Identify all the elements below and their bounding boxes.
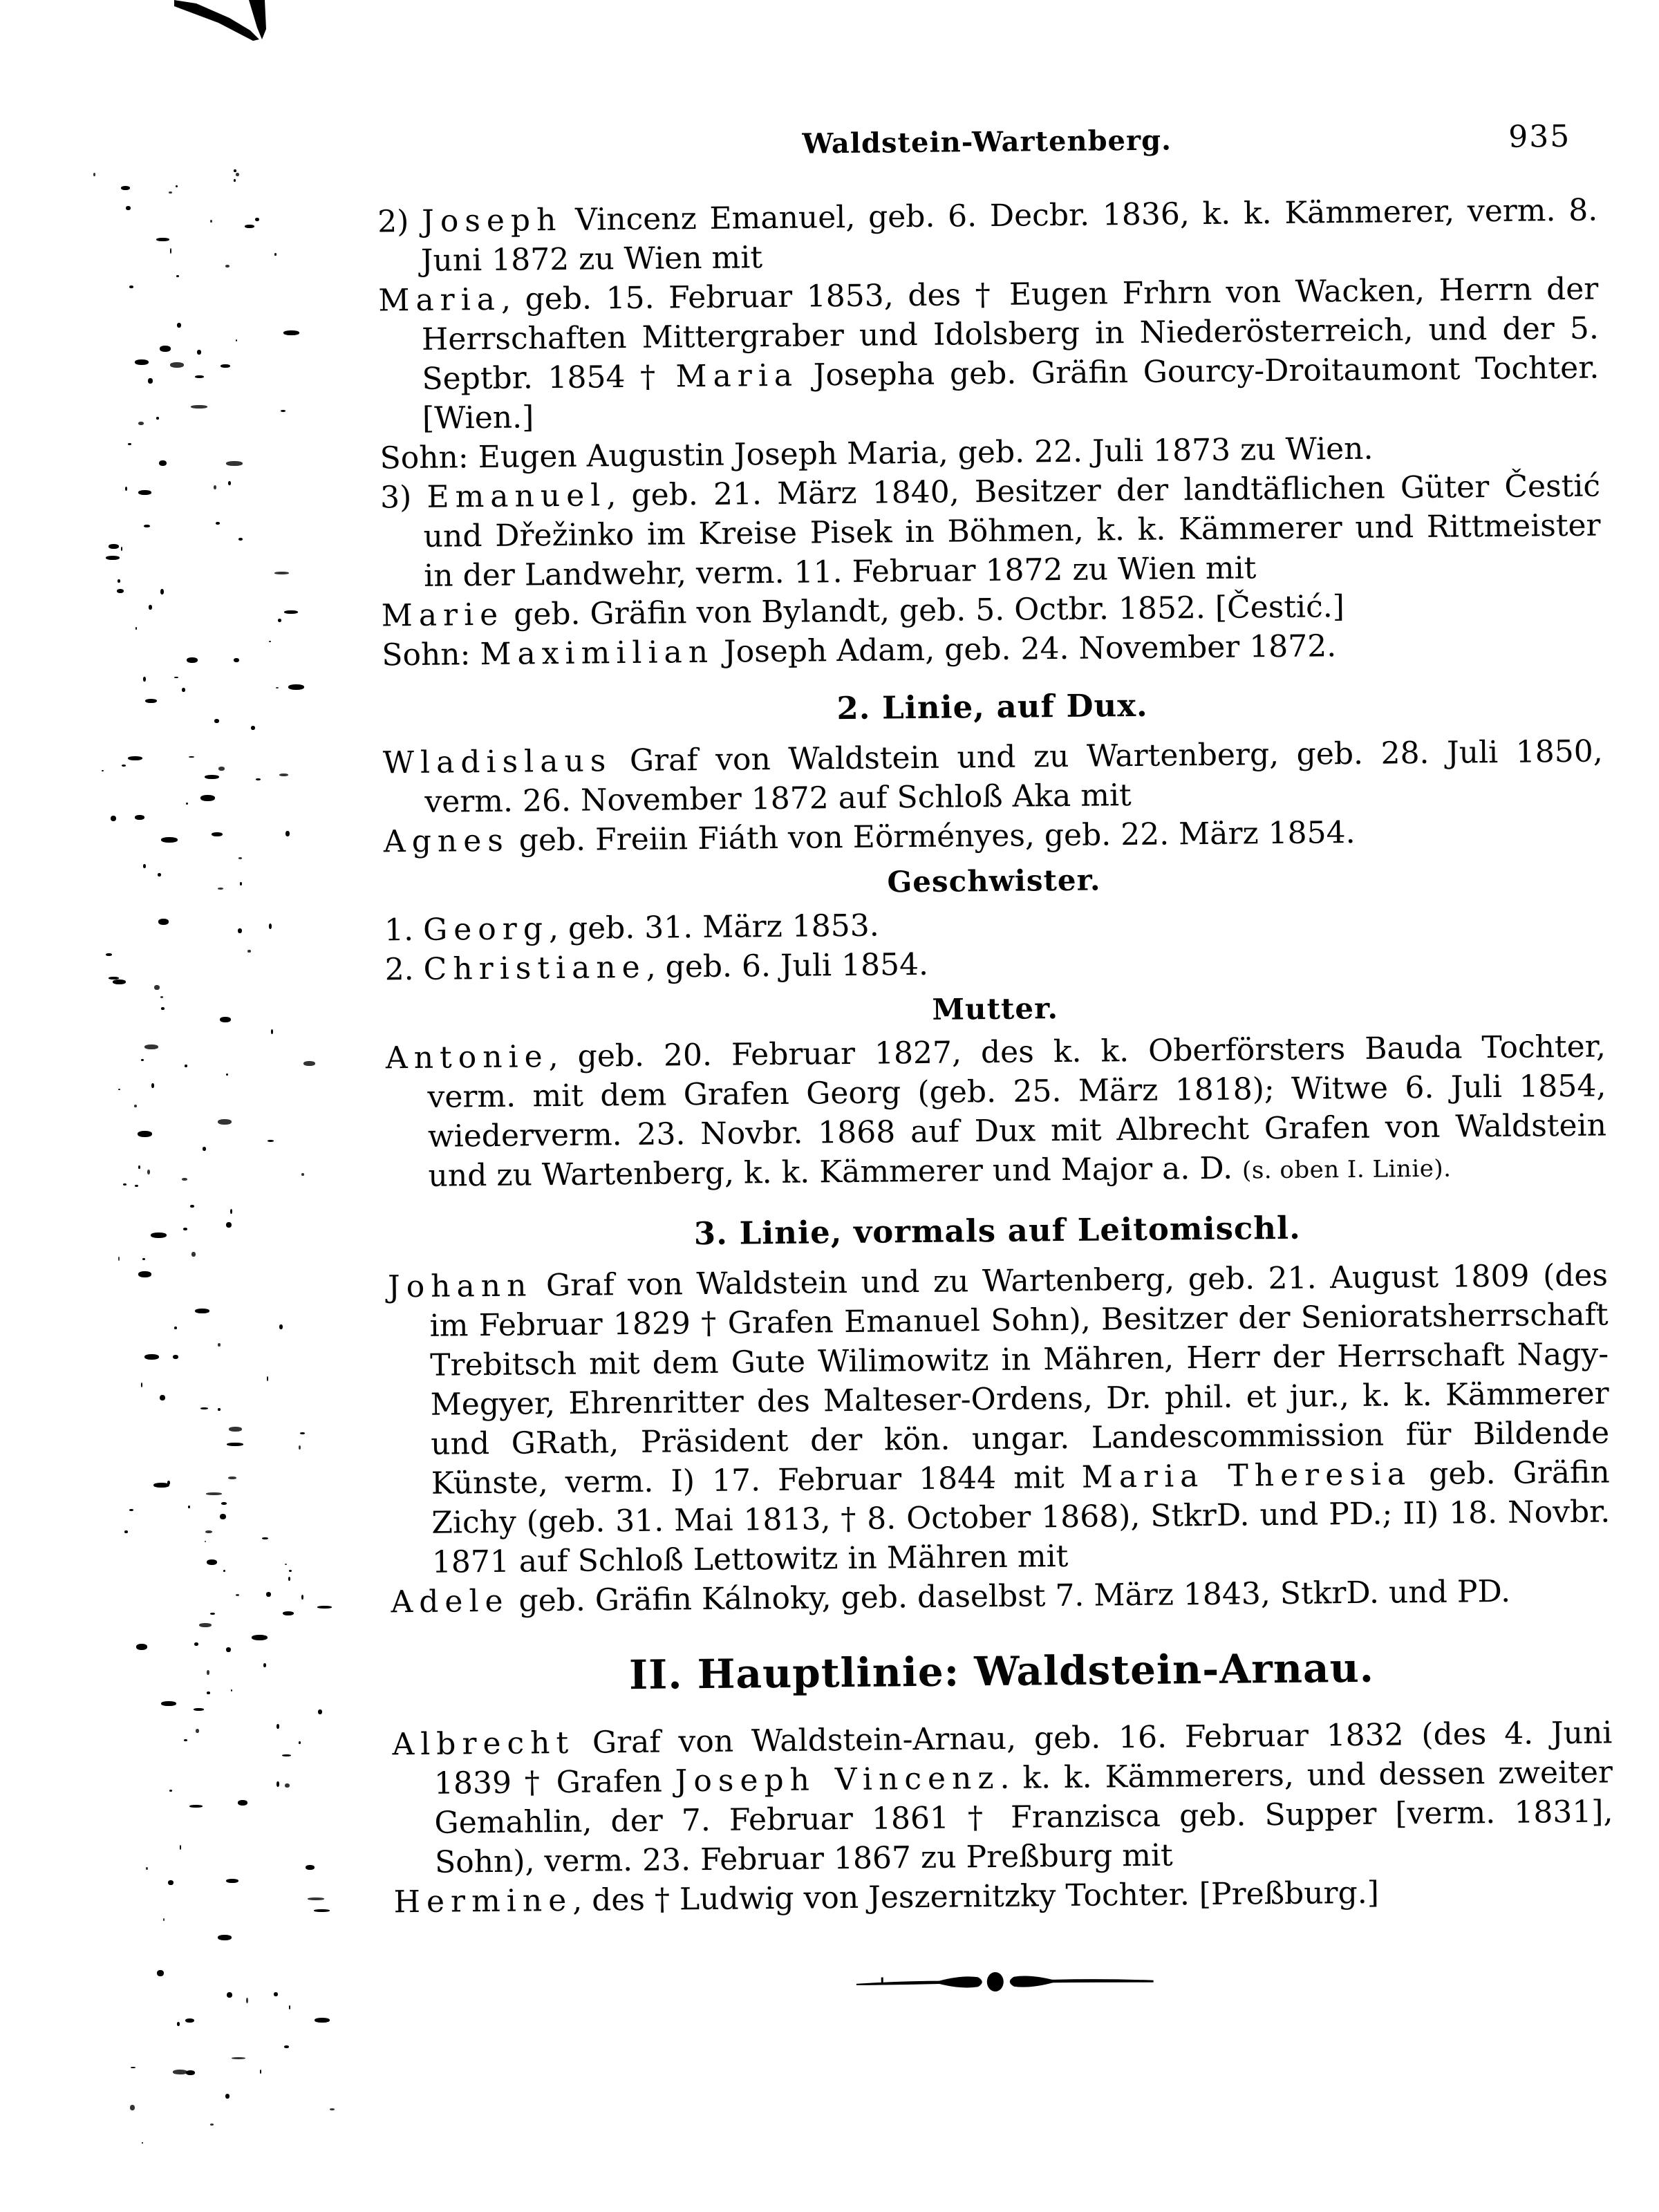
noise-speck <box>283 1611 294 1615</box>
noise-speck <box>238 538 243 541</box>
entry-paragraph <box>380 467 1602 597</box>
person-name: Wladislaus <box>382 743 612 781</box>
noise-speck <box>246 1998 248 2003</box>
noise-speck <box>176 275 179 277</box>
noise-speck <box>207 1691 210 1694</box>
running-title: Waldstein-Wartenberg. <box>802 124 1172 160</box>
noise-speck <box>111 816 116 821</box>
noise-speck <box>136 1644 147 1650</box>
noise-speck <box>93 173 95 176</box>
noise-speck <box>176 185 178 187</box>
entry-text: Graf von Waldstein und zu Wartenberg, geb. 21. August 1809 (des im Februar 1829 † Grafen Emanuel Sohn), Besitzer der Senioratsherrschaft Trebitsch mit dem Gute Wilimowitz in Mähren, Herr der Herrschaft Nagy-Megyer, Ehrenritter des Malteser-Ordens, Dr. phil. et jur., k. k. Kämmerer und GRath, Präsident der kön. ungar. Landescommission für Bildende Künste, verm. I) 17. Februar 1844 mit <box>429 1257 1610 1501</box>
noise-speck <box>330 2108 335 2110</box>
person-name: Hermine <box>393 1882 573 1920</box>
noise-speck <box>200 795 215 801</box>
noise-speck <box>228 481 231 485</box>
noise-speck <box>306 1865 315 1870</box>
entry-text: , des † Ludwig von Jeszernitzky Tochter. [Preßburg.] <box>572 1875 1380 1918</box>
noise-speck <box>262 1537 268 1539</box>
noise-speck <box>225 2094 229 2099</box>
noise-speck <box>146 1867 148 1870</box>
noise-speck <box>218 888 223 890</box>
noise-speck <box>221 364 230 368</box>
noise-speck <box>185 2018 194 2023</box>
noise-speck <box>267 1376 268 1381</box>
noise-speck <box>207 1670 209 1675</box>
noise-speck <box>285 1783 290 1788</box>
noise-speck <box>169 1790 172 1792</box>
noise-speck <box>230 1209 232 1214</box>
noise-speck <box>157 1970 164 1976</box>
noise-speck <box>200 1407 208 1409</box>
noise-speck <box>318 1709 322 1714</box>
person-name: Johann <box>387 1268 533 1305</box>
noise-speck <box>281 410 285 412</box>
noise-speck <box>158 919 169 925</box>
noise-speck <box>174 677 178 678</box>
noise-speck <box>154 985 160 990</box>
entry-text: Joseph Adam, geb. 24. November 1872. <box>713 628 1337 670</box>
noise-speck <box>317 1606 332 1609</box>
entry-paragraph <box>378 270 1600 439</box>
entry-text: Sohn: <box>382 637 480 673</box>
noise-speck <box>138 490 151 495</box>
noise-speck <box>126 206 131 210</box>
noise-speck <box>158 873 161 877</box>
divider-wrap <box>395 1964 1615 2002</box>
noise-speck <box>276 1724 279 1729</box>
page-number: 935 <box>1508 118 1571 155</box>
noise-speck <box>210 2124 214 2126</box>
entry-text: , geb. 31. März 1853. <box>548 908 879 947</box>
noise-speck <box>160 996 163 998</box>
noise-speck <box>196 1729 199 1733</box>
noise-speck <box>131 2067 135 2068</box>
person-name: Christiane <box>423 949 646 987</box>
noise-speck <box>236 339 237 341</box>
person-name: Antonie <box>385 1039 549 1076</box>
noise-speck <box>161 1701 176 1706</box>
noise-speck <box>301 1173 304 1176</box>
noise-speck <box>102 770 104 771</box>
noise-speck <box>299 1445 301 1450</box>
noise-speck <box>205 1530 212 1533</box>
noise-speck <box>276 687 279 688</box>
noise-speck <box>288 684 304 690</box>
person-name: Adele <box>391 1583 509 1620</box>
entry-text: 2) <box>377 203 422 240</box>
noise-speck <box>274 253 276 256</box>
noise-speck <box>282 1754 291 1756</box>
noise-speck <box>138 1271 151 1277</box>
noise-speck <box>238 928 242 933</box>
noise-speck <box>168 1880 174 1885</box>
noise-speck <box>288 1577 290 1581</box>
noise-speck <box>226 1074 228 1076</box>
person-name: Marie <box>381 597 505 634</box>
noise-speck <box>148 378 153 384</box>
entry-text: geb. Freiin Fiáth von Eörményes, geb. 22. März 1854. <box>509 814 1356 859</box>
noise-speck <box>187 657 198 663</box>
noise-speck <box>118 1257 120 1261</box>
noise-speck <box>195 375 204 378</box>
noise-speck <box>144 1354 159 1360</box>
sub-heading: Geschwister. <box>887 863 1101 899</box>
entry-paragraph <box>386 1027 1607 1199</box>
page-corner-artifact <box>0 0 276 48</box>
noise-speck <box>174 1327 177 1329</box>
noise-speck <box>206 1492 222 1495</box>
entry-text: 3) <box>379 479 427 516</box>
noise-speck <box>214 485 216 489</box>
person-name: Joseph Vincenz <box>675 1760 1000 1799</box>
noise-speck <box>274 1992 278 1996</box>
noise-speck <box>199 1623 212 1627</box>
entry-text: Graf von Waldstein und zu Wartenberg, geb. 28. Juli 1850, verm. 26. November 1872 auf Schloß Aka mit <box>424 733 1603 820</box>
noise-speck <box>279 1324 283 1329</box>
noise-speck <box>210 1613 215 1615</box>
noise-speck <box>170 362 184 368</box>
noise-speck <box>301 1595 303 1600</box>
noise-speck <box>109 977 119 980</box>
noise-speck <box>113 980 126 984</box>
noise-speck <box>260 2070 261 2074</box>
entry-paragraph <box>383 731 1604 822</box>
noise-speck <box>284 2045 289 2048</box>
noise-speck <box>167 1481 170 1485</box>
noise-speck <box>138 1165 140 1169</box>
noise-speck <box>122 765 126 767</box>
noise-speck <box>138 1131 152 1137</box>
noise-speck <box>218 1408 221 1411</box>
noise-speck <box>106 953 112 956</box>
noise-speck <box>269 924 272 929</box>
entry-text: 1. <box>384 912 424 948</box>
noise-speck <box>195 1309 209 1313</box>
noise-speck <box>210 220 212 223</box>
noise-speck <box>170 248 171 254</box>
entry-text: Sohn: Eugen Augustin Joseph Maria, geb. 22. Juli 1873 zu Wien. <box>379 431 1374 476</box>
noise-speck <box>153 1483 169 1488</box>
noise-speck <box>124 1530 128 1533</box>
entry-text: , geb. 21. März 1840, Besitzer der landtäflichen Güter Čestić und Dřežinko im Kreise Pisek in Böhmen, k. k. Kämmerer und Rittmeister in der Landwehr, verm. 11. Februar 1872 zu Wien mit <box>423 468 1601 594</box>
noise-speck <box>188 1506 190 1508</box>
entry-text: geb. Gräfin Zichy (geb. 31. Mai 1813, † 8. October 1868), StkrD. und PD.; II) 18. Novbr. 1871 auf Schloß Lettowitz in Mähren mit <box>431 1454 1611 1580</box>
noise-speck <box>203 1147 206 1151</box>
noise-speck <box>234 658 239 662</box>
person-name: Maria <box>675 357 799 395</box>
person-name: Joseph <box>421 202 563 239</box>
noise-speck <box>218 1119 232 1125</box>
noise-speck <box>151 1083 154 1088</box>
noise-speck <box>173 1355 178 1359</box>
person-name: Maximilian <box>480 634 715 673</box>
noise-speck <box>144 525 150 527</box>
noise-speck <box>205 775 219 779</box>
sub-heading: Mutter. <box>932 991 1059 1027</box>
noise-speck <box>118 579 120 583</box>
noise-speck <box>251 726 255 730</box>
person-name: Georg <box>422 911 550 948</box>
entry-paragraph <box>377 191 1598 281</box>
noise-speck <box>141 1382 142 1387</box>
noise-speck <box>156 238 169 241</box>
entry-text: (s. oben I. Linie). <box>1241 1154 1452 1185</box>
noise-speck <box>142 1258 145 1260</box>
noise-speck <box>285 831 290 836</box>
noise-speck <box>228 1477 236 1479</box>
noise-speck <box>225 265 229 268</box>
noise-speck <box>129 1509 133 1511</box>
noise-speck <box>191 405 207 409</box>
entry-text: Vincenz Emanuel, geb. 6. Decbr. 1836, k. k. Kämmerer, verm. 8. Juni 1872 zu Wien mit <box>420 192 1598 279</box>
noise-speck <box>141 1059 144 1061</box>
noise-speck <box>186 803 188 805</box>
noise-speck <box>245 225 254 228</box>
noise-speck <box>177 323 181 328</box>
noise-speck <box>177 2022 180 2026</box>
text-block <box>377 191 1614 1922</box>
noise-speck <box>182 688 185 692</box>
noise-speck <box>135 627 137 630</box>
noise-speck <box>285 1564 287 1565</box>
noise-speck <box>234 179 236 182</box>
entry-text: Graf von Waldstein-Arnau, geb. 16. Februar 1832 (des 4. Juni 1839 † Grafen <box>433 1715 1613 1801</box>
noise-speck <box>135 815 144 820</box>
noise-speck <box>278 619 281 622</box>
noise-speck <box>184 1739 187 1741</box>
noise-speck <box>276 1781 279 1787</box>
noise-speck <box>161 837 178 843</box>
noise-speck <box>218 1935 232 1940</box>
noise-speck <box>289 1570 292 1572</box>
noise-speck <box>128 443 131 445</box>
noise-speck <box>185 1065 187 1067</box>
noise-speck <box>144 1044 158 1049</box>
noise-speck <box>118 1089 120 1090</box>
noise-speck <box>117 589 124 593</box>
noise-speck <box>197 350 201 355</box>
noise-speck <box>106 556 120 560</box>
noise-speck <box>314 1909 330 1912</box>
noise-speck <box>229 1427 242 1432</box>
noise-speck <box>109 544 119 549</box>
noise-speck <box>284 610 298 614</box>
noise-speck <box>143 864 146 868</box>
noise-speck <box>238 1800 247 1806</box>
noise-speck <box>125 487 127 491</box>
noise-speck <box>234 169 236 172</box>
person-name: Maria Theresia <box>1081 1456 1412 1495</box>
noise-speck <box>189 756 194 758</box>
noise-speck <box>123 1183 126 1185</box>
noise-speck <box>169 191 172 194</box>
noise-speck <box>186 2070 195 2075</box>
main-line-heading: II. Hauptlinie: Waldstein-Arnau. <box>628 1644 1375 1699</box>
noise-speck <box>130 2105 135 2110</box>
person-name: Emanuel <box>427 478 607 515</box>
entry-text: Josepha geb. Gräfin Gourcy-Droitaumont Tochter. [Wien.] <box>422 350 1600 436</box>
noise-speck <box>263 1663 266 1667</box>
noise-speck <box>218 1343 221 1347</box>
noise-speck <box>134 1105 137 1107</box>
noise-speck <box>214 719 219 723</box>
noise-speck <box>315 2018 330 2023</box>
noise-speck <box>216 522 220 525</box>
entry-text: . k. k. Kämmerers, und dessen zweiter Gemahlin, der 7. Februar 1861 † Franzisca geb. Supper [verm. 1831], Sohn), verm. 23. Februar 1867 zu Preßburg mit <box>434 1754 1613 1880</box>
noise-speck <box>180 1845 181 1850</box>
noise-speck <box>138 422 144 425</box>
noise-speck <box>299 1741 301 1744</box>
entry-text: geb. Gräfin Kálnoky, geb. daselbst 7. März 1843, StkrD. und PD. <box>509 1573 1511 1619</box>
noise-speck <box>161 1007 165 1010</box>
noise-speck <box>212 832 223 836</box>
noise-speck <box>142 2142 143 2144</box>
noise-speck <box>226 1879 238 1883</box>
noise-speck <box>226 461 243 466</box>
entry-text: geb. Gräfin von Bylandt, geb. 5. Octbr. 1852. [Čestić.] <box>503 589 1345 632</box>
noise-speck <box>135 1185 138 1187</box>
noise-speck <box>145 699 157 703</box>
noise-speck <box>256 778 261 780</box>
person-name: Maria <box>378 281 502 319</box>
noise-speck <box>308 1897 324 1900</box>
noise-speck <box>183 1228 187 1230</box>
noise-speck <box>268 1140 274 1142</box>
noise-speck <box>147 1170 150 1174</box>
noise-speck <box>143 677 146 682</box>
noise-speck <box>151 1232 167 1238</box>
noise-speck <box>190 1205 194 1208</box>
noise-speck <box>231 1689 232 1691</box>
person-name: Albrecht <box>392 1725 575 1763</box>
print-content <box>377 120 1615 2003</box>
entry-paragraph <box>388 1255 1611 1582</box>
noise-speck <box>149 605 152 610</box>
noise-speck <box>303 1061 315 1066</box>
noise-speck <box>279 774 288 776</box>
noise-speck <box>220 1017 231 1022</box>
noise-speck <box>191 1252 196 1257</box>
noise-speck <box>236 173 239 176</box>
noise-speck <box>226 1222 232 1228</box>
noise-speck <box>163 1918 165 1921</box>
ornamental-divider-icon <box>856 1969 1153 1995</box>
noise-speck <box>238 857 242 859</box>
noise-speck <box>189 1805 203 1808</box>
noise-speck <box>255 218 259 221</box>
entry-text: , geb. 6. Juli 1854. <box>646 946 929 985</box>
noise-speck <box>173 2070 187 2074</box>
page-header <box>377 120 1597 175</box>
noise-speck <box>289 2005 290 2009</box>
entry-text: , geb. 15. Februar 1853, des † Eugen Frhrn von Wacken, Herrn der Herrschaften Mittergraber und Idolsberg in Niederösterreich, und der 5. Septbr. 1854 † <box>421 271 1600 397</box>
noise-speck <box>240 882 242 885</box>
noise-speck <box>194 1708 204 1711</box>
noise-speck <box>218 767 225 771</box>
entry-paragraph <box>392 1713 1613 1882</box>
noise-speck <box>129 285 133 288</box>
noise-speck <box>283 330 299 335</box>
line-heading: 2. Linie, auf Dux. <box>836 686 1148 727</box>
noise-speck <box>220 1514 226 1519</box>
noise-speck <box>269 641 271 642</box>
noise-speck <box>232 2057 245 2059</box>
noise-speck <box>194 1642 198 1646</box>
entry-text: , geb. 20. Februar 1827, des k. k. Oberförsters Bauda Tochter, verm. mit dem Grafen Georg (geb. 25. März 1818); Witwe 6. Juli 1854, wiederverm. 23. Novbr. 1868 auf Dux mit Albrecht Grafen von Waldstein und zu Wartenberg, k. k. Kämmerer und Major a. D. <box>427 1029 1607 1194</box>
noise-speck <box>121 186 130 190</box>
person-name: Agnes <box>383 823 510 860</box>
noise-speck <box>223 1570 225 1572</box>
entry-text: 2. <box>384 951 424 988</box>
noise-speck <box>266 1592 271 1597</box>
noise-speck <box>247 950 251 953</box>
noise-speck <box>159 460 167 466</box>
noise-speck <box>227 1992 232 1998</box>
noise-speck <box>121 547 122 551</box>
noise-speck <box>128 756 142 760</box>
noise-speck <box>160 589 164 594</box>
noise-speck <box>135 359 149 365</box>
noise-speck <box>160 346 171 352</box>
noise-speck <box>226 1647 231 1652</box>
noise-speck <box>271 1029 273 1034</box>
noise-speck <box>156 417 159 420</box>
noise-speck <box>182 1178 187 1181</box>
noise-speck <box>274 572 289 574</box>
noise-speck <box>160 1395 165 1400</box>
noise-speck <box>207 1559 217 1565</box>
noise-speck <box>300 1432 305 1434</box>
noise-speck <box>205 1541 206 1542</box>
noise-speck <box>221 1502 227 1505</box>
noise-speck <box>252 1635 268 1640</box>
line-heading: 3. Linie, vormals auf Leitomischl. <box>693 1209 1302 1253</box>
noise-speck <box>236 1594 239 1596</box>
noise-speck <box>227 1443 243 1446</box>
